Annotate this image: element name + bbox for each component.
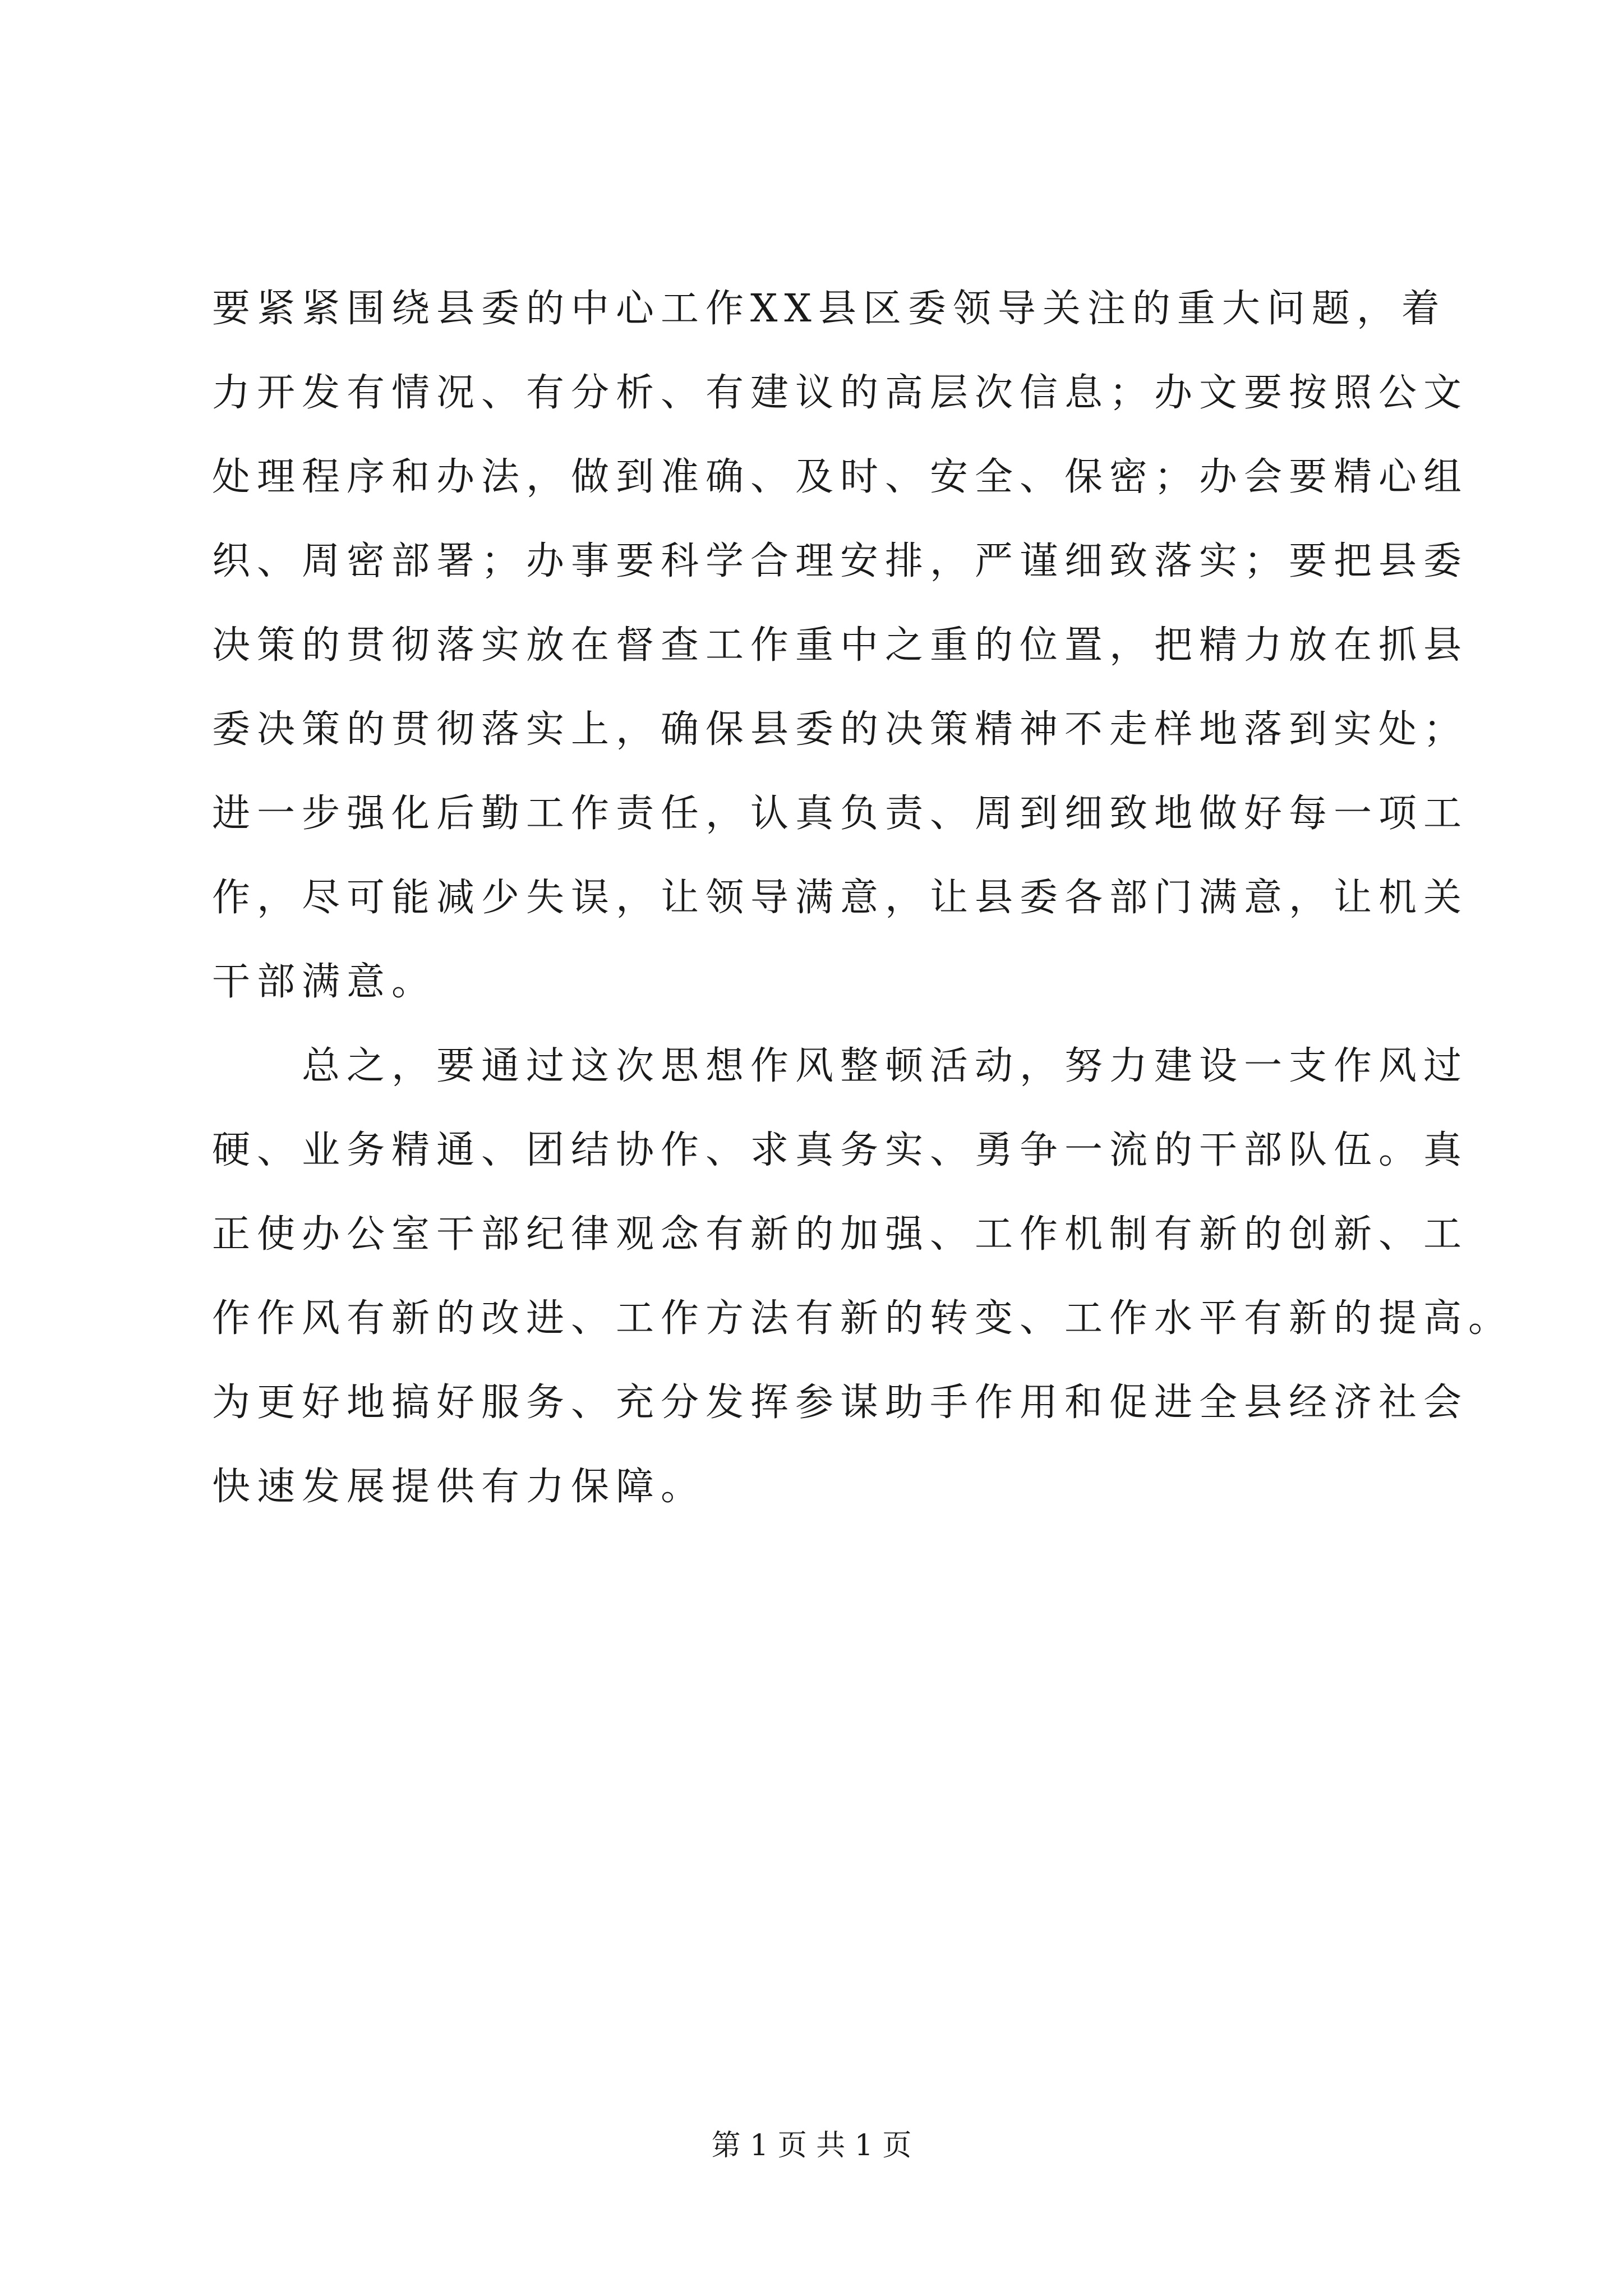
text-line: 硬、业务精通、团结协作、求真务实、勇争一流的干部队伍。真: [212, 1128, 1469, 1172]
paragraph-2: [212, 1024, 1514, 1529]
text-line: 快速发展提供有力保障。: [212, 1465, 706, 1509]
text-line: 总之，要通过这次思想作风整顿活动，努力建设一支作风过: [212, 1044, 1469, 1088]
text-line: 织、周密部署；办事要科学合理安排，严谨细致落实；要把县委: [212, 539, 1469, 583]
text-line: 处理程序和办法，做到准确、及时、安全、保密；办会要精心组: [212, 455, 1469, 499]
document-body: [212, 267, 1514, 1529]
text-line: 决策的贯彻落实放在督查工作重中之重的位置，把精力放在抓县: [212, 623, 1469, 668]
page-number-label: 第 1 页 共 1 页: [711, 2129, 912, 2162]
text-line: 干部满意。: [212, 960, 437, 1004]
text-line: 力开发有情况、有分析、有建议的高层次信息；办文要按照公文: [212, 371, 1469, 415]
text-line: 作作风有新的改进、工作方法有新的转变、工作水平有新的提高。: [212, 1296, 1514, 1341]
page-footer: [0, 2126, 1623, 2165]
text-line: 进一步强化后勤工作责任，认真负责、周到细致地做好每一项工: [212, 792, 1469, 836]
text-line: 作，尽可能减少失误，让领导满意，让县委各部门满意，让机关: [212, 876, 1469, 920]
text-line: 为更好地搞好服务、充分发挥参谋助手作用和促进全县经济社会: [212, 1381, 1469, 1425]
text-line: 正使办公室干部纪律观念有新的加强、工作机制有新的创新、工: [212, 1212, 1469, 1257]
text-line: 要紧紧围绕县委的中心工作XX县区委领导关注的重大问题，着: [212, 287, 1446, 331]
paragraph-1: [212, 267, 1469, 1024]
text-line: 委决策的贯彻落实上，确保县委的决策精神不走样地落到实处；: [212, 707, 1469, 752]
